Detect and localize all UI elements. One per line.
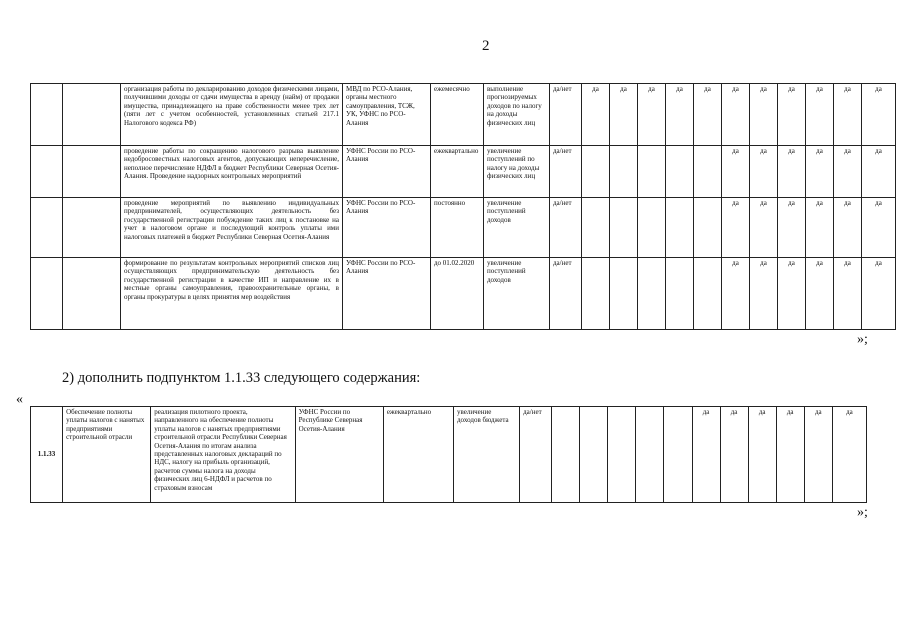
mark-cell: да [610, 84, 638, 146]
closing-quote: »; [857, 505, 868, 520]
executor-cell: УФНС России по РСО-Алания [343, 198, 431, 258]
mark-cell: да [862, 258, 896, 330]
mark-cell: да [834, 146, 862, 198]
mark-cell: да [806, 258, 834, 330]
period-cell: до 01.02.2020 [431, 258, 484, 330]
mark-cell: да [806, 146, 834, 198]
subpoint-1-1-33-table [30, 406, 867, 503]
mark-cell: да [722, 198, 750, 258]
status-cell: да/нет [520, 407, 552, 503]
number-cell [31, 146, 63, 198]
table-row [31, 258, 896, 330]
number-cell [31, 84, 63, 146]
mark-cell [664, 407, 692, 503]
mark-cell: да [666, 84, 694, 146]
mark-cell: да [638, 84, 666, 146]
mark-cell [610, 146, 638, 198]
mark-cell: да [862, 146, 896, 198]
closing-quote: »; [857, 332, 868, 347]
mark-cell: да [806, 84, 834, 146]
indicator-cell: увеличение поступлений доходов [484, 198, 550, 258]
mark-cell [582, 198, 610, 258]
number-cell [31, 198, 63, 258]
mark-cell: да [778, 84, 806, 146]
mark-cell [638, 146, 666, 198]
mark-cell [666, 198, 694, 258]
mark-cell: да [778, 198, 806, 258]
mark-cell [666, 146, 694, 198]
mark-cell [638, 258, 666, 330]
task-cell [63, 258, 121, 330]
period-cell: ежеквартально [383, 407, 453, 503]
mark-cell: да [834, 198, 862, 258]
measures-table-continued [30, 83, 896, 330]
opening-quote: « [16, 392, 23, 407]
task-cell [63, 84, 121, 146]
mark-cell [636, 407, 664, 503]
executor-cell: УФНС России по РСО-Алания [343, 146, 431, 198]
mark-cell [610, 258, 638, 330]
page-number: 2 [482, 38, 490, 54]
mark-cell: да [834, 258, 862, 330]
mark-cell: да [778, 146, 806, 198]
table-row [31, 146, 896, 198]
measure-cell: проведение работы по сокращению налогового разрыва выявление недобросовестных налоговых агентов, допускающих неперечисление, неполное перечисление НДФЛ в бюджет Республики Северная Осетия-Алания. Проведение надзорных контрольных мероприятий [121, 146, 343, 198]
mark-cell: да [778, 258, 806, 330]
mark-cell [552, 407, 580, 503]
number-cell [31, 258, 63, 330]
mark-cell [666, 258, 694, 330]
mark-cell: да [804, 407, 832, 503]
mark-cell: да [832, 407, 866, 503]
mark-cell: да [750, 84, 778, 146]
measure-cell: формирование по результатам контрольных мероприятий списков лиц осуществляющих предпринимательскую деятельность без государственной регистрации в качестве ИП и направление их в местные органы самоуправления, правоохранительные органы, в органы прокуратуры в целях принятия мер воздействия [121, 258, 343, 330]
table-row [31, 407, 867, 503]
status-cell: да/нет [550, 84, 582, 146]
status-cell: да/нет [550, 146, 582, 198]
task-cell: Обеспечение полноты уплаты налогов с нанятых предприятиями строительной отрасли [63, 407, 151, 503]
measure-cell: организация работы по декларированию доходов физическими лицами, получившими доходы от сдачи имущества в аренду (найм) от продажи имущества, принадлежащего на праве собственности менее трех лет (пяти лет с учетом особенностей, установленных статьей 217.1 Налогового кодекса РФ) [121, 84, 343, 146]
mark-cell [582, 258, 610, 330]
mark-cell: да [750, 146, 778, 198]
mark-cell: да [862, 84, 896, 146]
measure-cell: реализация пилотного проекта, направленного на обеспечение полноты уплаты налогов с нанятых предприятиями строительной отрасли Республики Северная Осетия-Алания по итогам анализа представленных налоговых деклараций по НДС, налогу на прибыль организаций, расчетов суммы налога на доходы физических лиц 6-НДФЛ и расчетов по страховым взносам [151, 407, 295, 503]
table-row [31, 84, 896, 146]
mark-cell: да [862, 198, 896, 258]
status-cell: да/нет [550, 198, 582, 258]
mark-cell: да [720, 407, 748, 503]
mark-cell [580, 407, 608, 503]
measure-cell: проведение мероприятий по выявлению индивидуальных предпринимателей, осуществляющих деятельность без государственной регистрации побуждение таких лиц к постановке на учет в налоговом органе и последующий контроль уплаты ими налоговых платежей в бюджет Республики Северная Осетия-Алания [121, 198, 343, 258]
mark-cell: да [692, 407, 720, 503]
indicator-cell: выполнение прогнозируемых доходов по налогу на доходы физических лиц [484, 84, 550, 146]
mark-cell [608, 407, 636, 503]
mark-cell [582, 146, 610, 198]
mark-cell [694, 146, 722, 198]
mark-cell: да [722, 258, 750, 330]
status-cell: да/нет [550, 258, 582, 330]
indicator-cell: увеличение поступлений по налогу на доходы физических лиц [484, 146, 550, 198]
indicator-cell: увеличение поступлений доходов [484, 258, 550, 330]
mark-cell: да [750, 198, 778, 258]
mark-cell [694, 258, 722, 330]
period-cell: ежемесячно [431, 84, 484, 146]
task-cell [63, 198, 121, 258]
task-cell [63, 146, 121, 198]
period-cell: ежеквартально [431, 146, 484, 198]
mark-cell: да [722, 84, 750, 146]
mark-cell: да [834, 84, 862, 146]
mark-cell: да [694, 84, 722, 146]
mark-cell: да [582, 84, 610, 146]
mark-cell [694, 198, 722, 258]
mark-cell [638, 198, 666, 258]
executor-cell: УФНС России по РСО-Алания [343, 258, 431, 330]
executor-cell: УФНС России по Республике Северная Осетия-Алания [295, 407, 383, 503]
table-row [31, 198, 896, 258]
indicator-cell: увеличение доходов бюджета [453, 407, 519, 503]
mark-cell: да [748, 407, 776, 503]
row-number: 1.1.33 [31, 407, 63, 503]
period-cell: постоянно [431, 198, 484, 258]
executor-cell: МВД по РСО-Алания, органы местного самоуправления, ТСЖ, УК, УФНС по РСО-Алания [343, 84, 431, 146]
mark-cell [610, 198, 638, 258]
mark-cell: да [722, 146, 750, 198]
mark-cell: да [750, 258, 778, 330]
mark-cell: да [776, 407, 804, 503]
mark-cell: да [806, 198, 834, 258]
subpoint-heading: 2) дополнить подпунктом 1.1.33 следующего содержания: [62, 370, 421, 386]
